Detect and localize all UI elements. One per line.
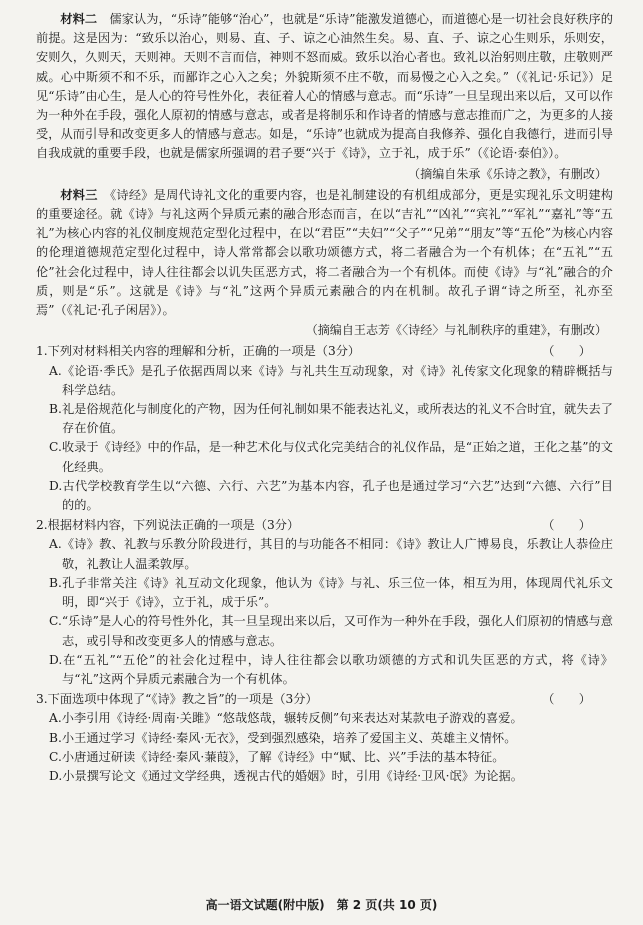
answer-parentheses: （ ）	[542, 344, 591, 359]
option-a: A.《诗》教、礼教与乐教分阶段进行，其目的与功能各不相同：《诗》教让人广博易良，乐教让人恭俭庄敬，礼教让人温柔敦厚。	[49, 537, 613, 571]
option-a: A.《论语·季氏》是孔子依据西周以来《诗》与礼共生互动现象，对《诗》礼传家文化现象的精辟概括与科学总结。	[49, 363, 613, 397]
option-d: D.在“五礼”“五伦”的社会化过程中，诗人往往都会以歌功颂德的方式和讥失匡恶的方式，将《诗》与“礼”这两个异质元素融合为一个有机体。	[49, 652, 613, 686]
material3-source: （摘编自王志芳《〈诗经〉与礼制秩序的重建》，有删改）	[305, 323, 607, 338]
material3-text: 《诗经》是周代诗礼文化的重要内容，也是礼制建设的有机组成部分，更是实现礼乐文明建构的重要途径。就《诗》与礼这两个异质元素的融合形态而言，在以“吉礼”“凶礼”“宾礼”“军礼”“嘉礼”等“五礼”为核心内容的礼仪制度规范定型化过程中，在以“君臣”“夫妇”“父子”“兄弟”“朋友”等“五伦”为核心内容的伦理道德规范定型化过程中，诗人常常都会以歌功颂德方式，将二者融合为一个有机体；在“五礼”“五伦”社会化过程中，诗人往往都会以讥失匡恶方式，将二者融合为一个有机体。而使《诗》与“礼”融合的介质，则是“乐”。这就是《诗》与“礼”这两个异质元素融合的内在机制。故孔子谓“诗之所至，礼亦至焉”（《礼记·孔子闲居》）。	[36, 187, 613, 318]
question-3	[36, 690, 613, 786]
material2-paragraph	[36, 10, 613, 164]
question-stem: 3.下面选项中体现了“《诗》教之旨”的一项是（3分） （ ）	[36, 690, 613, 709]
option-a: A.小李引用《诗经·周南·关雎》“悠哉悠哉，辗转反侧”句来表达对某款电子游戏的喜爱。	[49, 711, 523, 726]
material2-text: 儒家认为，“乐诗”能够“治心”，也就是“乐诗”能激发道德心，而道德心是一切社会良好秩序的前提。这是因为：“致乐以治心，则易、直、子、谅之心油然生矣。易、直、子、谅之心生则乐，乐则安，安则久，久则天，天则神。天则不言而信，神则不怒而威。致乐以治心者也。致礼以治躬则庄敬，庄敬则严威。心中斯须不和不乐，而鄙诈之心入之矣；外貌斯须不庄不敬，而易慢之心入之矣。”（《礼记·乐记》）足见“乐诗”由心生，是人心的符号性外化，表征着人心的情感与意志。而“乐诗”一旦呈现出来以后，又可以作为一种外在手段，强化人原初的情感与意志，或者是将制乐和作诗者的情感与意志推而广之，为更多的人接受，从而引导和改变更多人的情感与意志。如是，“乐诗”也就成为提高自我修养、强化自我德行，进而引导自我成就的重要手段，也就是儒家所强调的君子要“兴于《诗》，立于礼，成于乐”（《论语·泰伯》）。	[36, 12, 613, 161]
question-stem: 2.根据材料内容，下列说法正确的一项是（3分） （ ）	[36, 516, 613, 535]
material3-heading: 材料三	[60, 187, 98, 202]
option-c: C.收录于《诗经》中的作品，是一种艺术化与仪式化完美结合的礼仪作品，是“正始之道，王化之基”的文化经典。	[49, 440, 613, 474]
material3-paragraph	[36, 186, 613, 320]
material2-source: （摘编自朱承《乐诗之教》，有删改）	[408, 166, 607, 181]
option-c: C.小唐通过研读《诗经·秦风·蒹葭》，了解《诗经》中“赋、比、兴”手法的基本特征。	[49, 749, 505, 764]
page-footer: 高一语文试题(附中版) 第 2 页(共 10 页)	[205, 898, 438, 912]
option-b: B.小王通过学习《诗经·秦风·无衣》，受到强烈感染，培养了爱国主义、英雄主义情怀。	[49, 730, 517, 745]
option-d: D.小景撰写论文《通过文学经典，透视古代的婚姻》时，引用《诗经·卫风·氓》为论据。	[49, 768, 523, 783]
option-c: C.“乐诗”是人心的符号性外化，其一旦呈现出来以后，又可作为一种外在手段，强化人们原初的情感与意志，或引导和改变更多人的情感与意志。	[49, 614, 613, 648]
answer-parentheses: （ ）	[542, 518, 591, 533]
option-b: B.礼是俗规范化与制度化的产物，因为任何礼制如果不能表达礼义，或所表达的礼义不合时宜，就失去了存在价值。	[49, 402, 613, 436]
option-b: B.孔子非常关注《诗》礼互动文化现象，他认为《诗》与礼、乐三位一体，相互为用，体现周代礼乐文明，即“兴于《诗》，立于礼，成于乐”。	[49, 575, 613, 610]
material2-heading: 材料二	[60, 12, 98, 26]
option-d: D.古代学校教育学生以“六德、六行、六艺”为基本内容，孔子也是通过学习“六艺”达到“六德、六行”目的的。	[49, 478, 613, 513]
question-2	[36, 516, 613, 689]
question-1	[36, 342, 613, 515]
answer-parentheses: （ ）	[542, 692, 591, 707]
question-stem: 1.下列对材料相关内容的理解和分析，正确的一项是（3分） （ ）	[36, 342, 613, 361]
